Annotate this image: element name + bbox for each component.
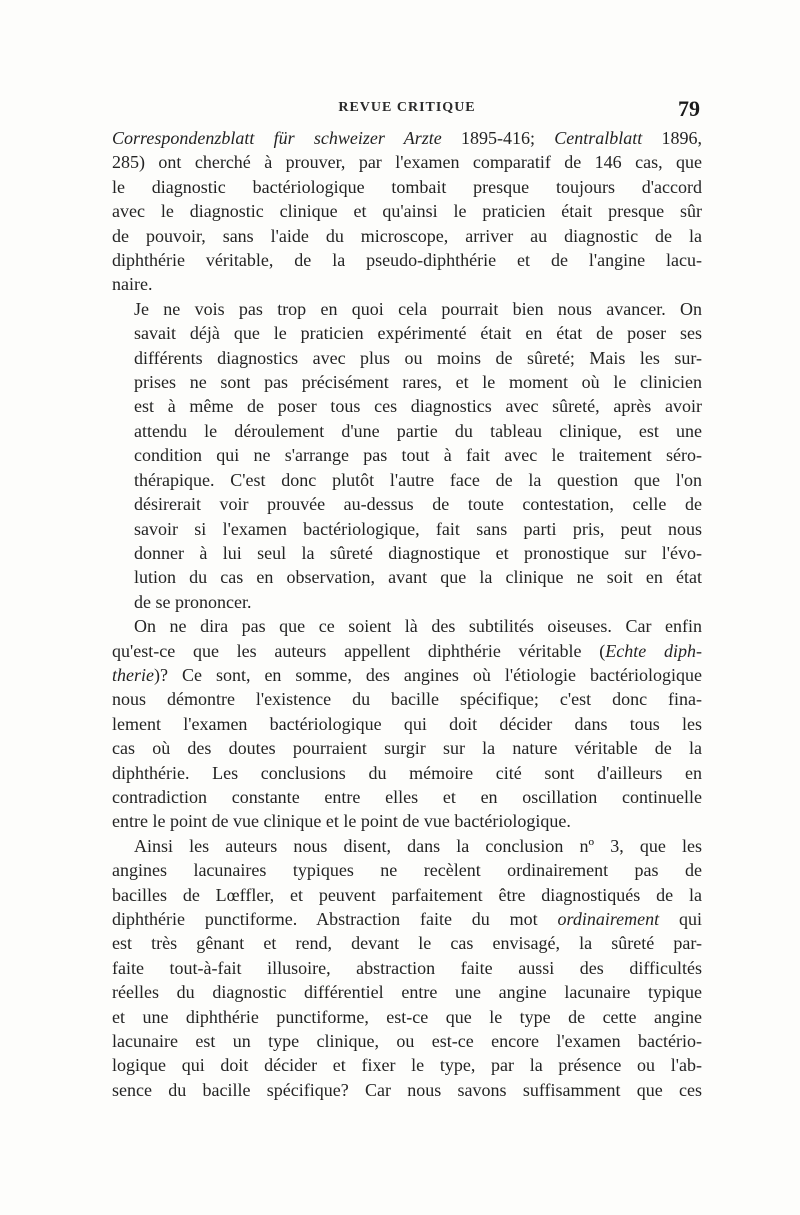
text-line: diphthérie. Les conclusions du mémoire cité sont d'ailleurs en: [112, 762, 702, 783]
text-line: logique qui doit décider et fixer le type, par la présence ou l'ab-: [112, 1055, 702, 1076]
text-line: naire.: [112, 274, 153, 295]
text-line: réelles du diagnostic différentiel entre une angine lacunaire typique: [112, 982, 702, 1003]
text-line: diphthérie véritable, de la pseudo-diphthérie et de l'angine lacu-: [112, 250, 702, 271]
text-line: savoir si l'examen bactériologique, fait sans parti pris, peut nous: [134, 518, 702, 539]
text-line: sence du bacille spécifique? Car nous savons suffisamment que ces: [112, 1079, 702, 1100]
text-line: Correspondenzblatt für schweizer Arzte 1895-416; Centralblatt 1896,: [112, 128, 703, 148]
text-line: entre le point de vue clinique et le point de vue bactériologique.: [112, 811, 571, 832]
text-line: thérapique. C'est donc plutôt l'autre face de la question que l'on: [134, 469, 702, 490]
paragraph-4: [112, 834, 702, 1102]
text-line: de pouvoir, sans l'aide du microscope, arriver au diagnostic de la: [112, 225, 702, 246]
text-line: Ainsi les auteurs nous disent, dans la conclusion nº 3, que les: [134, 835, 702, 856]
text-line: angines lacunaires typiques ne recèlent ordinairement pas de: [112, 860, 702, 881]
paragraph-1: [112, 126, 702, 297]
text-line: contradiction constante entre elles et en oscillation continuelle: [112, 786, 702, 807]
journal-citation: Centralblatt: [554, 128, 643, 148]
text-line: prises ne sont pas précisément rares, et le moment où le clinicien: [134, 372, 702, 393]
paragraph-3: [112, 614, 702, 834]
text-line: et une diphthérie punctiforme, est-ce que le type de cette angine: [112, 1006, 702, 1027]
text-line: bacilles de Lœffler, et peuvent parfaitement être diagnostiqués de la: [112, 884, 702, 905]
text-line: therie)? Ce sont, en somme, des angines où l'étiologie bactériologique: [112, 664, 702, 685]
text-line: qu'est-ce que les auteurs appellent diphthérie véritable (Echte diph-: [112, 640, 702, 661]
running-title: REVUE CRITIQUE: [338, 100, 476, 115]
text-line: Je ne vois pas trop en quoi cela pourrait bien nous avancer. On: [134, 298, 702, 319]
emphasized-word: ordinairement: [557, 909, 660, 929]
text-line: désirerait voir prouvée au-dessus de toute contestation, celle de: [134, 494, 702, 515]
paragraph-2: [112, 297, 702, 614]
text-line: faite tout-à-fait illusoire, abstraction faite aussi des difficultés: [112, 957, 702, 978]
text-line: de se prononcer.: [134, 591, 252, 612]
text-line: On ne dira pas que ce soient là des subtilités oiseuses. Car enfin: [134, 616, 702, 637]
text-line: nous démontre l'existence du bacille spécifique; c'est donc fina-: [112, 689, 702, 710]
text-line: condition qui ne s'arrange pas tout à fait avec le traitement séro-: [134, 445, 702, 466]
text-line: est à même de poser tous ces diagnostics avec sûreté, après avoir: [134, 396, 702, 417]
body-text: [112, 126, 702, 1102]
text-line: donner à lui seul la sûreté diagnostique et pronostique sur l'évo-: [134, 542, 702, 563]
text-line: différents diagnostics avec plus ou moins de sûreté; Mais les sur-: [134, 347, 702, 368]
page-header: [112, 98, 702, 122]
text-line: diphthérie punctiforme. Abstraction faite du mot ordinairement qui: [112, 909, 702, 929]
text-line: attendu le déroulement d'une partie du tableau clinique, est une: [134, 420, 702, 441]
text-line: savait déjà que le praticien expérimenté était en état de poser ses: [134, 323, 702, 344]
journal-citation: Correspondenzblatt für schweizer Arzte: [112, 128, 442, 148]
text-line: le diagnostic bactériologique tombait presque toujours d'accord: [112, 176, 702, 197]
text-line: avec le diagnostic clinique et qu'ainsi le praticien était presque sûr: [112, 201, 702, 222]
page-number: 79: [678, 96, 700, 121]
text-line: lacunaire est un type clinique, ou est-ce encore l'examen bactério-: [112, 1031, 702, 1052]
text-line: lution du cas en observation, avant que la clinique ne soit en état: [134, 567, 702, 588]
text-line: lement l'examen bactériologique qui doit décider dans tous les: [112, 713, 702, 734]
german-term: Echte diph-: [605, 640, 702, 661]
text-line: 285) ont cherché à prouver, par l'examen comparatif de 146 cas, que: [112, 152, 702, 173]
german-term: therie: [112, 664, 154, 685]
text-line: cas où des doutes pourraient surgir sur la nature véritable de la: [112, 738, 702, 759]
text-line: est très gênant et rend, devant le cas envisagé, la sûreté par-: [112, 933, 702, 954]
